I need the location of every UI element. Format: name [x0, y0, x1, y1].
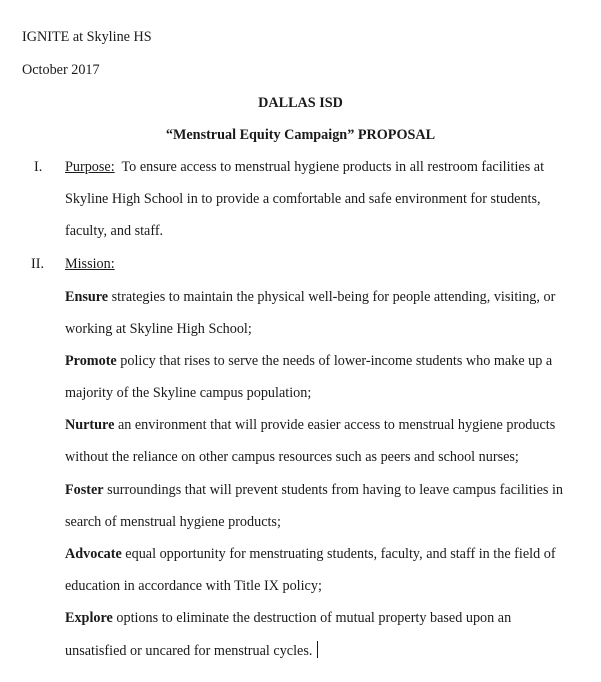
mission-text: options to eliminate the destruction of mutual property based upon an: [116, 610, 512, 626]
mission-item-ensure-cont: working at Skyline High School;: [65, 321, 252, 337]
mission-text: equal opportunity for menstruating students, faculty, and staff in the field of: [125, 546, 556, 562]
mission-keyword: Advocate: [65, 546, 122, 562]
mission-item-explore: [65, 609, 511, 627]
mission-item-promote: [65, 352, 552, 370]
mission-item-foster: [65, 481, 563, 499]
mission-keyword: Promote: [65, 353, 117, 369]
mission-item-explore-cont[interactable]: [65, 641, 318, 660]
purpose-line-3: faculty, and staff.: [65, 223, 164, 239]
text-cursor: [317, 641, 318, 658]
mission-item-advocate-cont: education in accordance with Title IX policy;: [65, 578, 322, 594]
mission-item-promote-cont: majority of the Skyline campus population;: [65, 385, 312, 401]
mission-text: strategies to maintain the physical well-being for people attending, visiting, or: [111, 289, 556, 305]
purpose-line-1: [65, 158, 544, 176]
district-title: DALLAS ISD: [258, 95, 343, 111]
mission-item-advocate: [65, 545, 556, 563]
purpose-text-1: To ensure access to menstrual hygiene products in all restroom facilities at: [121, 159, 545, 175]
mission-keyword: Nurture: [65, 417, 115, 433]
purpose-line-2: Skyline High School in to provide a comfortable and safe environment for students,: [65, 191, 541, 207]
mission-text: surroundings that will prevent students from having to leave campus facilities in: [107, 482, 564, 498]
proposal-title: “Menstrual Equity Campaign” PROPOSAL: [165, 127, 436, 143]
mission-item-ensure: [65, 288, 555, 306]
mission-text: policy that rises to serve the needs of lower-income students who make up a: [120, 353, 553, 369]
mission-item-nurture: [65, 416, 555, 434]
org-name: IGNITE at Skyline HS: [22, 29, 152, 45]
mission-keyword: Foster: [65, 482, 104, 498]
mission-label: [65, 255, 115, 273]
mission-keyword: Explore: [65, 610, 113, 626]
mission-text: an environment that will provide easier access to menstrual hygiene products: [117, 417, 556, 433]
document-date: October 2017: [22, 62, 100, 78]
section-1-numeral: I.: [34, 159, 43, 175]
mission-text-last: unsatisfied or uncared for menstrual cycles.: [65, 643, 313, 659]
purpose-label: Purpose:: [65, 159, 115, 175]
mission-item-nurture-cont: without the reliance on other campus resources such as peers and school nurses;: [65, 449, 519, 465]
mission-item-foster-cont: search of menstrual hygiene products;: [65, 514, 281, 530]
mission-label-text: Mission:: [65, 256, 115, 272]
mission-keyword: Ensure: [65, 289, 109, 305]
section-2-numeral: II.: [31, 256, 44, 272]
